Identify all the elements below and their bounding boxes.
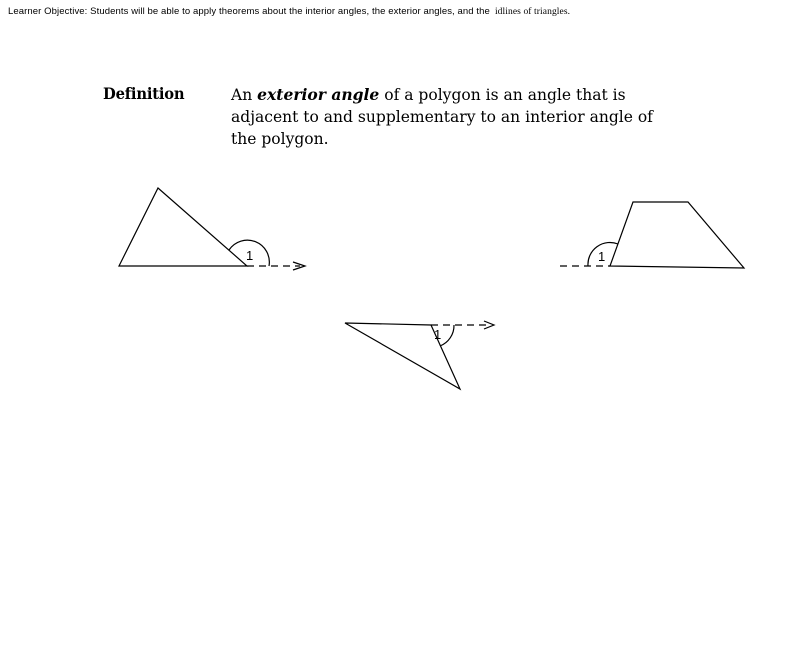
objective-tail-text: idlines of triangles. <box>494 7 571 17</box>
obtuse-triangle-figure <box>345 321 494 389</box>
obtuse-triangle-angle-label: 1 <box>434 327 442 342</box>
definition-text-start: An <box>231 85 258 104</box>
trapezoid-figure <box>560 202 744 268</box>
definition-line1-rest: of a polygon is an angle that is <box>379 85 626 104</box>
triangle-shape <box>119 188 247 266</box>
definition-line3: the polygon. <box>231 129 329 148</box>
definition-line2: adjacent to and supplementary to an interior angle of <box>231 107 653 126</box>
obtuse-triangle-angle-arc <box>440 325 454 346</box>
triangle-figure <box>119 188 305 270</box>
triangle-angle-label: 1 <box>246 248 254 263</box>
objective-main-text: Learner Objective: Students will be able to apply theorems about the interior angles, the exterior angles, and the <box>8 6 490 17</box>
definition-keyword: exterior angle <box>257 85 380 104</box>
obtuse-triangle-shape <box>345 323 460 389</box>
trapezoid-angle-label: 1 <box>598 249 606 264</box>
trapezoid-shape <box>610 202 744 268</box>
definition-term: Definition <box>103 84 185 103</box>
